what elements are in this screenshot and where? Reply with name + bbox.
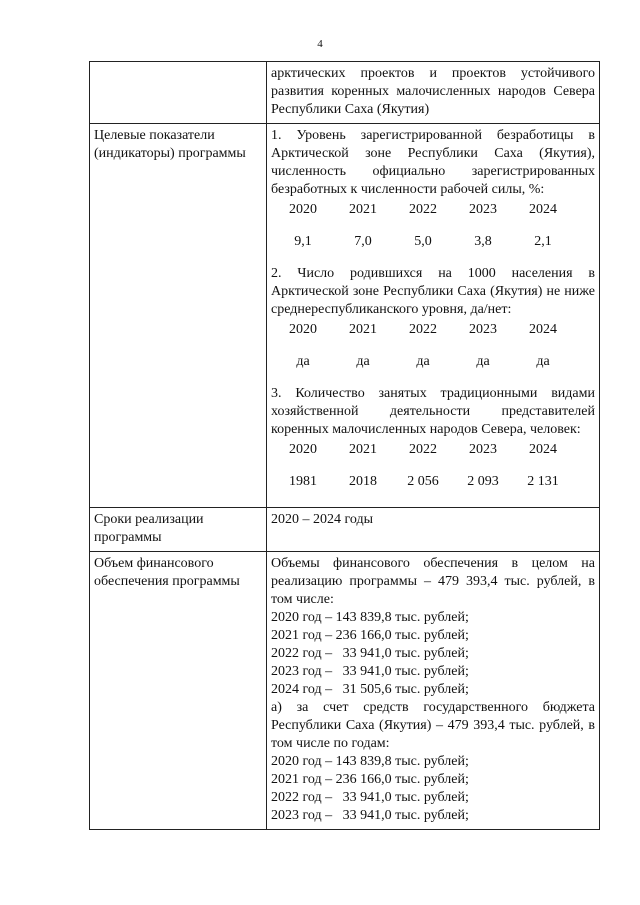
- indicator-block: [271, 265, 595, 371]
- value-cell: 1981: [289, 474, 317, 489]
- row-value: [267, 552, 600, 830]
- table-row: [90, 62, 600, 124]
- value-cell: 2,1: [534, 234, 552, 249]
- table-row: [90, 552, 600, 830]
- year-cell: 2023: [469, 442, 497, 457]
- year-cell: 2022: [409, 202, 437, 217]
- year-cell: 2024: [529, 202, 557, 217]
- row-value: 2020 – 2024 годы: [267, 508, 600, 552]
- funding-line: 2023 год – 33 941,0 тыс. рублей;: [271, 808, 469, 823]
- year-cell: 2020: [289, 442, 317, 457]
- indicator-title: 2. Число родившихся на 1000 населения в Арктической зоне Республики Саха (Якутия) не ниже среднереспубликанского уровня, да/нет:: [271, 266, 595, 317]
- value-cell: 7,0: [354, 234, 372, 249]
- row-label: Сроки реализации программы: [90, 508, 267, 552]
- table-row: [90, 124, 600, 508]
- year-cell: 2021: [349, 442, 377, 457]
- row-value: [267, 62, 600, 124]
- funding-line: 2024 год – 31 505,6 тыс. рублей;: [271, 682, 469, 697]
- row-label: Целевые показатели (индикаторы) программы: [90, 124, 267, 508]
- funding-line: 2022 год – 33 941,0 тыс. рублей;: [271, 646, 469, 661]
- value-cell: 2018: [349, 474, 377, 489]
- funding-state-intro: а) за счет средств государственного бюджета Республики Саха (Якутия) – 479 393,4 тыс. рублей, в том числе по годам:: [271, 700, 595, 751]
- year-cell: 2020: [289, 202, 317, 217]
- indicator-block: [271, 385, 595, 491]
- year-cell: 2023: [469, 202, 497, 217]
- table-row: [90, 508, 600, 552]
- value-cell: 2 093: [467, 474, 499, 489]
- funding-line: 2021 год – 236 166,0 тыс. рублей;: [271, 772, 469, 787]
- value-cell: 2 131: [527, 474, 559, 489]
- value-cell: да: [296, 354, 310, 369]
- year-cell: 2022: [409, 322, 437, 337]
- year-cell: 2022: [409, 442, 437, 457]
- year-cell: 2021: [349, 202, 377, 217]
- indicator-values: [271, 233, 595, 251]
- indicator-values: [271, 353, 595, 371]
- page-number: 4: [317, 38, 323, 50]
- row-value: [267, 124, 600, 508]
- indicator-years: [271, 321, 595, 339]
- year-cell: 2020: [289, 322, 317, 337]
- funding-line: 2021 год – 236 166,0 тыс. рублей;: [271, 628, 469, 643]
- year-cell: 2021: [349, 322, 377, 337]
- indicator-values: [271, 473, 595, 491]
- funding-line: 2023 год – 33 941,0 тыс. рублей;: [271, 664, 469, 679]
- funding-line: 2022 год – 33 941,0 тыс. рублей;: [271, 790, 469, 805]
- value-cell: 2 056: [407, 474, 439, 489]
- value-cell: да: [416, 354, 430, 369]
- value-cell: 3,8: [474, 234, 492, 249]
- value-cell: да: [356, 354, 370, 369]
- value-cell: 5,0: [414, 234, 432, 249]
- indicator-years: [271, 441, 595, 459]
- value-cell: 9,1: [294, 234, 312, 249]
- value-cell: да: [536, 354, 550, 369]
- program-passport-table: [89, 61, 600, 830]
- indicator-block: [271, 127, 595, 251]
- indicator-title: 1. Уровень зарегистрированной безработицы в Арктической зоне Республики Саха (Якутия), численность официально зарегистрированных безработных к численности рабочей силы, %:: [271, 128, 595, 197]
- row-label: [90, 62, 267, 124]
- continuation-text: арктических проектов и проектов устойчивого развития коренных малочисленных народов Севера Республики Саха (Якутия): [271, 66, 595, 117]
- year-cell: 2023: [469, 322, 497, 337]
- indicator-years: [271, 201, 595, 219]
- value-cell: да: [476, 354, 490, 369]
- row-label: Объем финансового обеспечения программы: [90, 552, 267, 830]
- year-cell: 2024: [529, 442, 557, 457]
- funding-line: 2020 год – 143 839,8 тыс. рублей;: [271, 754, 469, 769]
- funding-intro: Объемы финансового обеспечения в целом на реализацию программы – 479 393,4 тыс. рублей, в том числе:: [271, 556, 595, 607]
- funding-line: 2020 год – 143 839,8 тыс. рублей;: [271, 610, 469, 625]
- year-cell: 2024: [529, 322, 557, 337]
- indicator-title: 3. Количество занятых традиционными видами хозяйственной деятельности представителей коренных малочисленных народов Севера, человек:: [271, 386, 595, 437]
